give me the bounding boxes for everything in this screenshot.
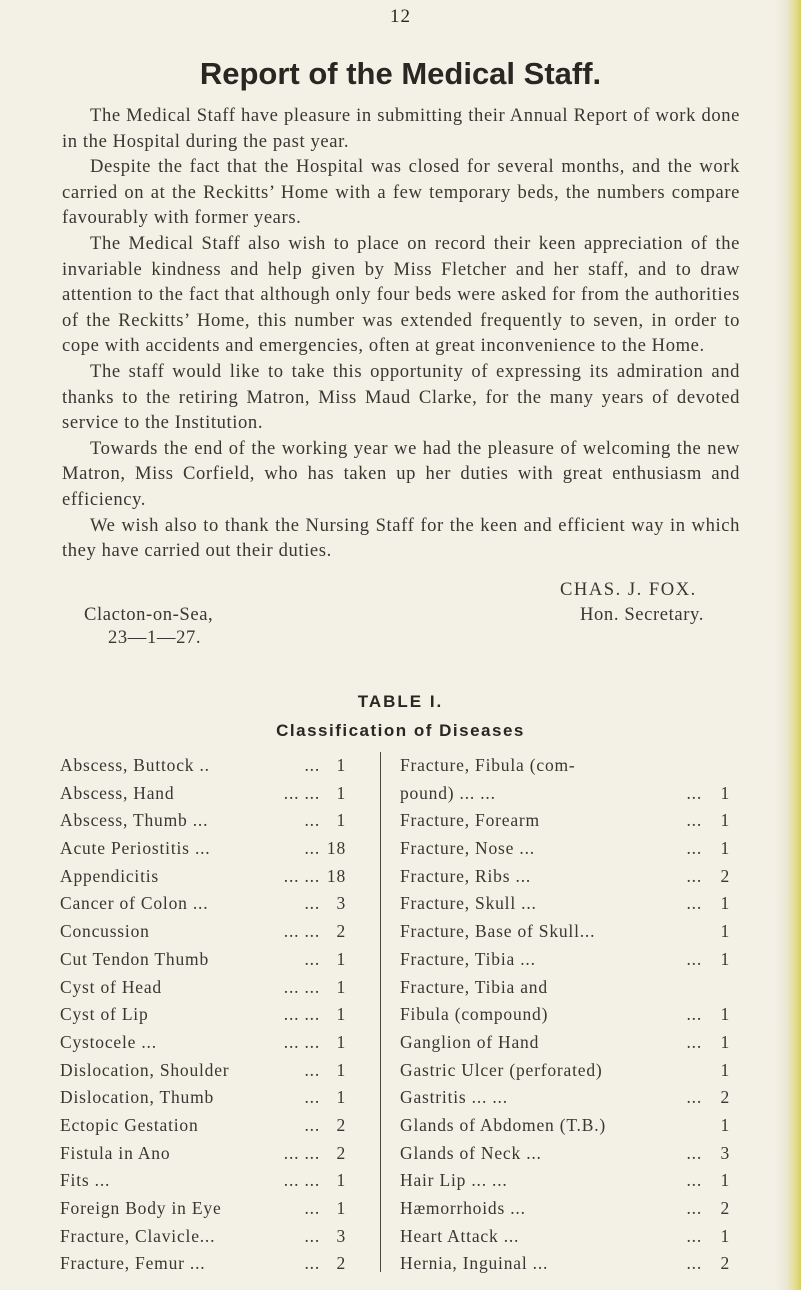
leader-dots: ...	[304, 838, 320, 859]
signature-role: Hon. Secretary.	[580, 604, 704, 625]
table-row	[400, 863, 730, 891]
table-row	[400, 1195, 730, 1223]
leader-dots: ... ...	[283, 1031, 320, 1052]
disease-label: Fracture, Clavicle...	[60, 1225, 216, 1246]
disease-count: 1	[720, 1225, 730, 1246]
leader-dots: ...	[686, 1198, 702, 1218]
disease-label: Fistula in Ano	[60, 1142, 171, 1163]
table-row	[60, 890, 360, 918]
table-row	[60, 1140, 360, 1168]
leader-dots: ...	[686, 1253, 702, 1274]
disease-label: Fits ...	[60, 1170, 111, 1191]
table-row	[60, 835, 360, 863]
disease-count: 1	[720, 921, 730, 942]
table-row	[60, 974, 360, 1002]
table-row	[400, 1112, 730, 1140]
signature-name: CHAS. J. FOX.	[560, 579, 697, 600]
leader-dots: ...	[304, 755, 320, 775]
table-row	[400, 1029, 730, 1057]
disease-label: Foreign Body in Eye	[60, 1198, 222, 1218]
leader-dots: ... ...	[283, 865, 320, 886]
leader-dots: ...	[304, 810, 320, 831]
leader-dots: ...	[686, 893, 702, 914]
disease-count: 2	[336, 1114, 346, 1135]
disease-label: Fracture, Base of Skull...	[400, 921, 596, 942]
disease-label: Fracture, Femur ...	[60, 1253, 206, 1274]
table-row	[60, 1084, 360, 1112]
table-row	[60, 946, 360, 974]
table-row	[400, 780, 730, 808]
disease-count: 3	[720, 1142, 730, 1163]
disease-label: Fracture, Nose ...	[400, 838, 535, 859]
disease-count: 2	[720, 1087, 730, 1108]
table-subtitle: Classification of Diseases	[276, 721, 525, 740]
disease-label: Fracture, Ribs ...	[400, 865, 532, 886]
table-row	[400, 1250, 730, 1278]
table-row	[60, 1057, 360, 1085]
table-row	[60, 1112, 360, 1140]
table-row	[400, 1084, 730, 1112]
disease-count: 1	[336, 1198, 346, 1218]
disease-label: Fibula (compound)	[400, 1004, 549, 1025]
leader-dots: ... ...	[283, 782, 320, 803]
paragraph: We wish also to thank the Nursing Staff for the keen and efficient way in which they have carried out their duties.	[62, 514, 740, 562]
leader-dots: ...	[686, 1142, 702, 1163]
leader-dots: ...	[686, 1004, 702, 1025]
disease-count: 1	[720, 1004, 730, 1025]
paragraph: Towards the end of the working year we had the pleasure of welcoming the new Matron, Miss Corfield, who has taken up her duties with great enthusiasm and efficiency.	[62, 437, 740, 510]
disease-label: Cystocele ...	[60, 1031, 157, 1052]
disease-label: Fracture, Fibula (com-	[400, 755, 576, 775]
leader-dots: ...	[304, 948, 320, 969]
table-row	[400, 946, 730, 974]
disease-count: 1	[720, 1114, 730, 1135]
leader-dots: ... ...	[283, 1004, 320, 1025]
table-row	[60, 780, 360, 808]
table-row	[60, 752, 360, 780]
signature-place: Clacton-on-Sea,	[84, 604, 214, 625]
disease-label: Dislocation, Shoulder	[60, 1059, 230, 1080]
disease-label: Cancer of Colon ...	[60, 893, 209, 914]
disease-label: Cyst of Head	[60, 976, 162, 997]
disease-count: 1	[336, 782, 346, 803]
disease-count: 3	[336, 893, 346, 914]
disease-count: 2	[720, 1198, 730, 1218]
disease-label: Abscess, Thumb ...	[60, 810, 209, 831]
leader-dots: ... ...	[283, 1142, 320, 1163]
disease-label: Ectopic Gestation	[60, 1114, 199, 1135]
paragraph: The Medical Staff also wish to place on record their keen appreciation of the invariable kindness and help given by Miss Fletcher and her staff, and to draw attention to the fact that although only four beds were asked for from the authorities of the Reckitts’ Home, this number was extended frequently to seven, in order to cope with accidents and emergencies, often at great inconvenience to the Home.	[62, 232, 740, 357]
disease-count: 1	[720, 1170, 730, 1191]
disease-count: 1	[336, 810, 346, 831]
disease-count: 2	[336, 1253, 346, 1274]
disease-count: 2	[720, 1253, 730, 1274]
signature-date: 23—1—27.	[108, 627, 202, 648]
table-row	[400, 1140, 730, 1168]
leader-dots: ...	[686, 810, 702, 831]
disease-label: Hæmorrhoids ...	[400, 1198, 526, 1218]
diseases-column-right	[400, 752, 730, 1278]
leader-dots: ... ...	[283, 1170, 320, 1191]
paragraph: Despite the fact that the Hospital was closed for several months, and the work carried on at the Reckitts’ Home with a few temporary beds, the numbers compare favourably with former years.	[62, 156, 740, 229]
disease-count: 1	[336, 1031, 346, 1052]
disease-count: 1	[336, 1087, 346, 1108]
leader-dots: ...	[686, 1170, 702, 1191]
disease-count: 1	[336, 1004, 346, 1025]
disease-count: 1	[720, 1059, 730, 1080]
leader-dots: ...	[304, 1225, 320, 1246]
disease-label: Glands of Neck ...	[400, 1142, 542, 1163]
disease-label: Acute Periostitis ...	[60, 838, 211, 859]
disease-label: Heart Attack ...	[400, 1225, 520, 1246]
disease-count: 1	[336, 976, 346, 997]
disease-count: 2	[720, 865, 730, 886]
leader-dots: ...	[304, 1253, 320, 1274]
report-body	[62, 103, 740, 564]
leader-dots: ...	[686, 838, 702, 859]
disease-label: Abscess, Hand	[60, 782, 175, 803]
leader-dots: ...	[304, 1114, 320, 1135]
disease-count: 1	[720, 782, 730, 803]
page-title: Report of the Medical Staff.	[199, 56, 602, 91]
disease-label: Abscess, Buttock ..	[60, 755, 210, 775]
disease-label: Appendicitis	[60, 865, 160, 886]
paragraph: The staff would like to take this opportunity of expressing its admiration and thanks to the retiring Matron, Miss Maud Clarke, for the many years of devoted service to the Institution.	[62, 360, 740, 434]
disease-count: 1	[336, 1170, 346, 1191]
table-row	[60, 1250, 360, 1278]
disease-count: 1	[336, 1059, 346, 1080]
disease-label: Fracture, Tibia and	[400, 976, 548, 997]
table-row	[400, 974, 730, 1002]
disease-count: 1	[336, 948, 346, 969]
diseases-column-left	[60, 752, 360, 1278]
table-row	[60, 918, 360, 946]
disease-label: Fracture, Skull ...	[400, 893, 537, 914]
disease-label: Hair Lip ... ...	[400, 1170, 508, 1191]
disease-count: 1	[720, 810, 730, 831]
table-row	[60, 1029, 360, 1057]
disease-label: Ganglion of Hand	[400, 1031, 540, 1052]
leader-dots: ...	[686, 948, 702, 969]
leader-dots: ...	[686, 782, 702, 803]
disease-label: pound) ... ...	[400, 782, 496, 803]
table-row	[400, 835, 730, 863]
disease-label: Concussion	[60, 921, 150, 942]
disease-count: 2	[336, 1142, 346, 1163]
leader-dots: ...	[686, 1087, 702, 1108]
leader-dots: ...	[304, 1087, 320, 1108]
disease-label: Hernia, Inguinal ...	[400, 1253, 549, 1274]
table-row	[60, 863, 360, 891]
disease-label: Dislocation, Thumb	[60, 1087, 215, 1108]
table-row	[400, 918, 730, 946]
leader-dots: ...	[304, 1059, 320, 1080]
disease-count: 1	[720, 1031, 730, 1052]
disease-count: 1	[336, 755, 346, 775]
page-edge-shadow	[775, 0, 801, 1290]
leader-dots: ...	[686, 1225, 702, 1246]
disease-label: Fracture, Forearm	[400, 810, 540, 831]
disease-count: 3	[336, 1225, 346, 1246]
disease-count: 18	[326, 838, 346, 859]
table-row	[400, 1223, 730, 1251]
disease-label: Cut Tendon Thumb	[60, 948, 209, 969]
disease-count: 1	[720, 948, 730, 969]
column-divider	[380, 752, 381, 1272]
table-row	[60, 1223, 360, 1251]
leader-dots: ...	[304, 893, 320, 914]
paragraph: The Medical Staff have pleasure in submitting their Annual Report of work done in the Hospital during the past year.	[62, 105, 740, 152]
disease-count: 1	[720, 838, 730, 859]
table-row	[60, 807, 360, 835]
disease-label: Glands of Abdomen (T.B.)	[400, 1114, 607, 1135]
table-row	[400, 807, 730, 835]
table-row	[60, 1195, 360, 1223]
leader-dots: ...	[686, 1031, 702, 1052]
table-row	[400, 1001, 730, 1029]
disease-label: Cyst of Lip	[60, 1004, 149, 1025]
table-row	[60, 1001, 360, 1029]
table-row	[60, 1167, 360, 1195]
table-row	[400, 890, 730, 918]
table-title: TABLE I.	[357, 692, 444, 711]
leader-dots: ...	[686, 865, 702, 886]
leader-dots: ... ...	[283, 921, 320, 942]
table-row	[400, 1057, 730, 1085]
disease-count: 1	[720, 893, 730, 914]
table-row	[400, 1167, 730, 1195]
leader-dots: ... ...	[283, 976, 320, 997]
disease-label: Gastritis ... ...	[400, 1087, 508, 1108]
leader-dots: ...	[304, 1198, 320, 1218]
page-number: 12	[390, 6, 411, 27]
table-row	[400, 752, 730, 780]
disease-label: Gastric Ulcer (perforated)	[400, 1059, 603, 1080]
disease-count: 18	[326, 865, 346, 886]
disease-count: 2	[336, 921, 346, 942]
disease-label: Fracture, Tibia ...	[400, 948, 536, 969]
